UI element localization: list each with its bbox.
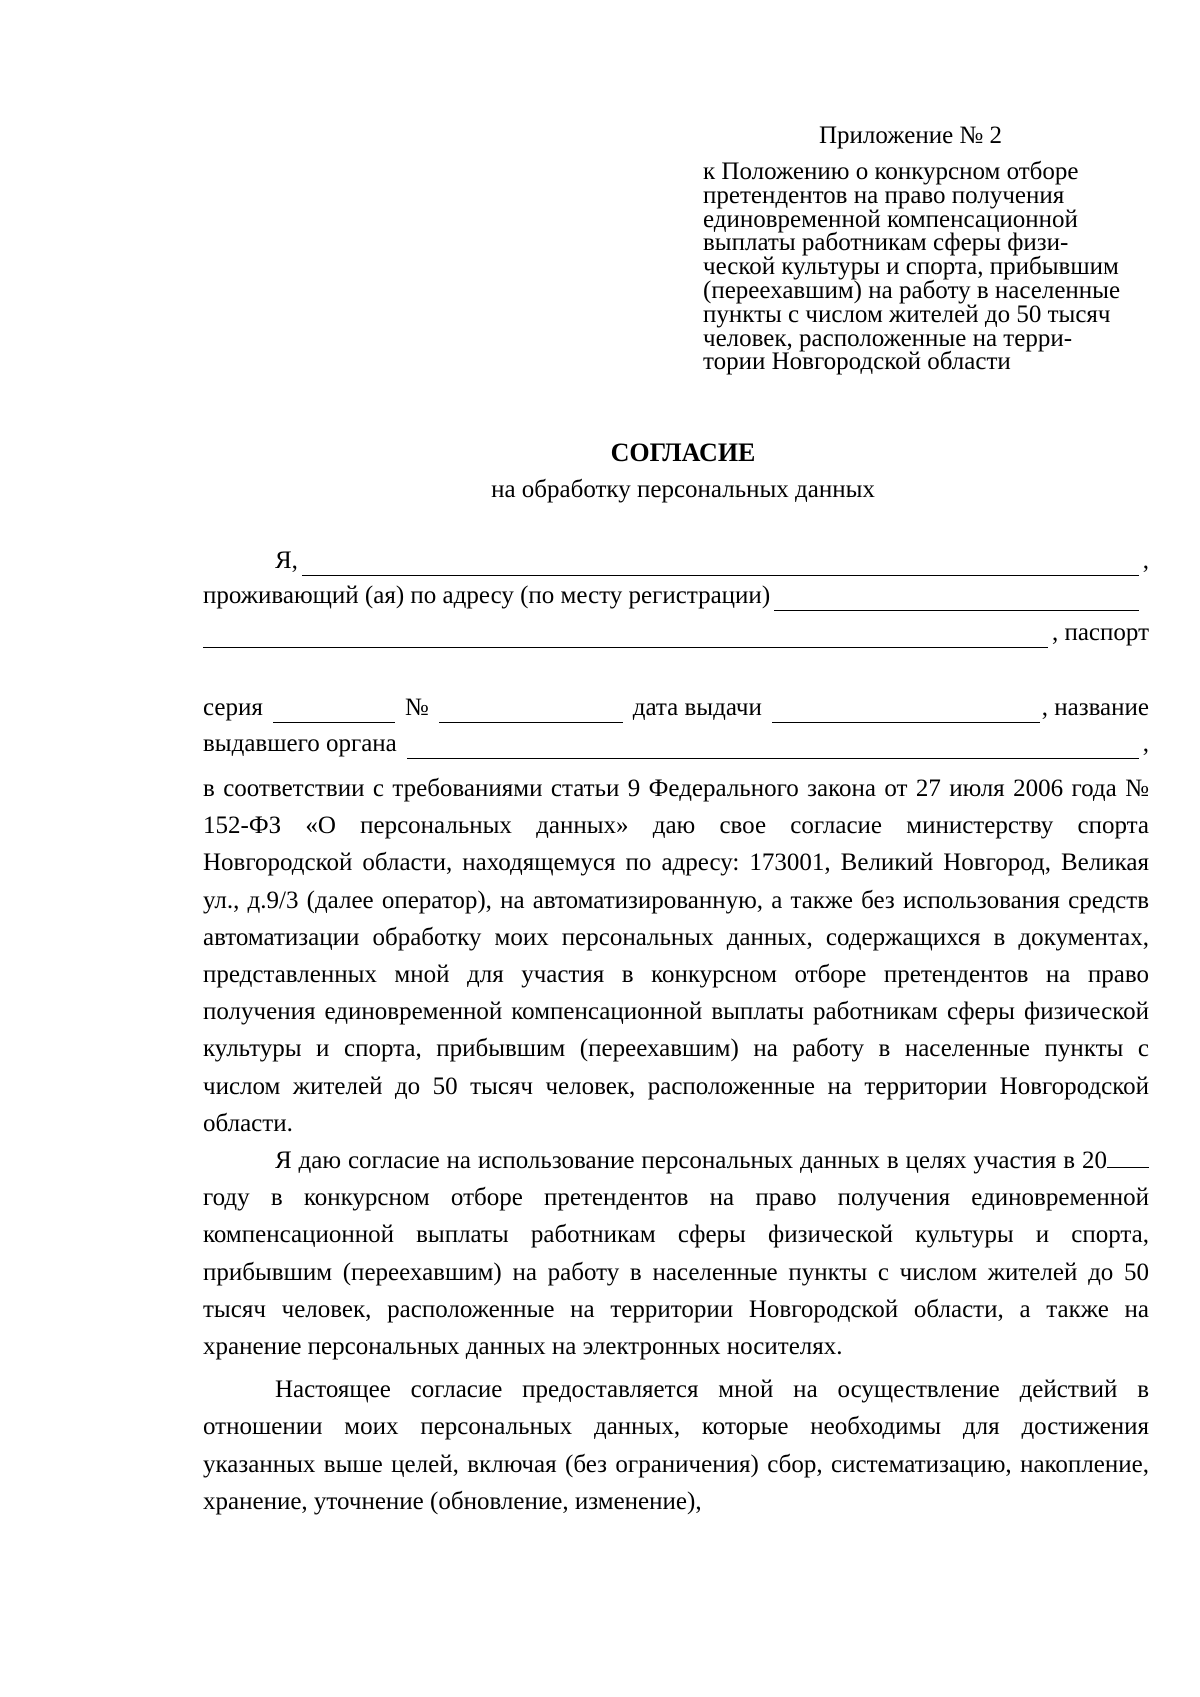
appendix-title: Приложение № 2 — [819, 122, 1003, 149]
issuer-line — [203, 723, 1149, 759]
appendix-line: тории Новгородской области — [703, 348, 1011, 376]
document-subtitle: на обработку персональных данных — [491, 476, 875, 503]
issuer-field[interactable] — [407, 734, 1139, 759]
appendix-line: к Положению о конкурсном отборе — [703, 158, 1079, 185]
passport-label: , паспорт — [1051, 619, 1149, 646]
full-name-field[interactable] — [302, 551, 1139, 576]
consent-paragraph-3: Настоящее согласие предоставляется мной на осуществление действий в отношении моих персональных данных, которые необходимы для достижения указанных выше целей, включая (без ограничения) сбор, систематизацию, накопление, хранение, уточнение (обновление, изменение), — [203, 1376, 1149, 1515]
appendix-line: (переехавшим) на работу в населенные — [703, 276, 1121, 304]
address-line — [203, 575, 1149, 611]
appendix-line: ческой культуры и спорта, прибывшим — [703, 253, 1119, 281]
consent-body — [203, 770, 1149, 1520]
appendix-line: единовременной компенсационной — [703, 205, 1078, 233]
series-label: серия — [203, 694, 263, 721]
i-label: Я, — [275, 547, 298, 574]
passport-details-line — [203, 687, 1149, 723]
number-label: № — [404, 694, 429, 721]
comma: , — [1142, 730, 1149, 757]
paragraph-2-start: Я даю согласие на использование персональных данных в целях участия в 20 — [275, 1147, 1107, 1175]
year-field[interactable] — [1107, 1143, 1149, 1168]
issuer-name-label: , название — [1041, 694, 1149, 721]
comma: , — [1142, 547, 1149, 574]
paragraph-2-end: году в конкурсном отборе претендентов на право получения единовременной компенсационной выплаты работникам сферы физической культуры и спорта, прибывшим (переехавшим) на работу в населенные пункты с числом жителей до 50 тысяч человек, расположенные на территории Новгородской области, а также на хранение персональных данных на электронных носителях. — [203, 1184, 1149, 1361]
appendix-line: претендентов на право получения — [703, 181, 1065, 209]
appendix-line: пункты с числом жителей до 50 тысяч — [703, 300, 1111, 328]
issuer-label: выдавшего органа — [203, 730, 397, 757]
series-field[interactable] — [273, 698, 395, 723]
issue-date-label: дата выдачи — [632, 694, 762, 721]
name-line — [203, 540, 1149, 576]
document-title: СОГЛАСИЕ — [610, 438, 756, 467]
issue-date-field[interactable] — [772, 698, 1040, 723]
consent-paragraph-2 — [203, 1142, 1149, 1365]
address-label: проживающий (ая) по адресу (по месту регистрации) — [203, 582, 771, 609]
address-field[interactable] — [774, 586, 1139, 611]
address-continuation-line — [203, 612, 1149, 648]
appendix-line: человек, расположенные на терри- — [703, 324, 1073, 352]
address-field-continued[interactable] — [203, 623, 1048, 648]
consent-paragraph-1: в соответствии с требованиями статьи 9 Федерального закона от 27 июля 2006 года № 152-ФЗ «О персональных данных» даю свое согласие министерству спорта Новгородской области, находящемуся по адресу: 173001, Великий Новгород, Великая ул., д.9/3 (далее оператор), на автоматизированную, а также без использования средств автоматизации обработку моих персональных данных, содержащихся в документах, представленных мной для участия в конкурсном отборе претендентов на право получения единовременной компенсационной выплаты работникам сферы физической культуры и спорта, прибывшим (переехавшим) на работу в населенные пункты с числом жителей до 50 тысяч человек, расположенные на территории Новгородской области. — [203, 775, 1149, 1137]
appendix-reference — [703, 160, 1173, 374]
passport-number-field[interactable] — [439, 698, 623, 723]
appendix-line: выплаты работникам сферы физи- — [703, 229, 1069, 257]
